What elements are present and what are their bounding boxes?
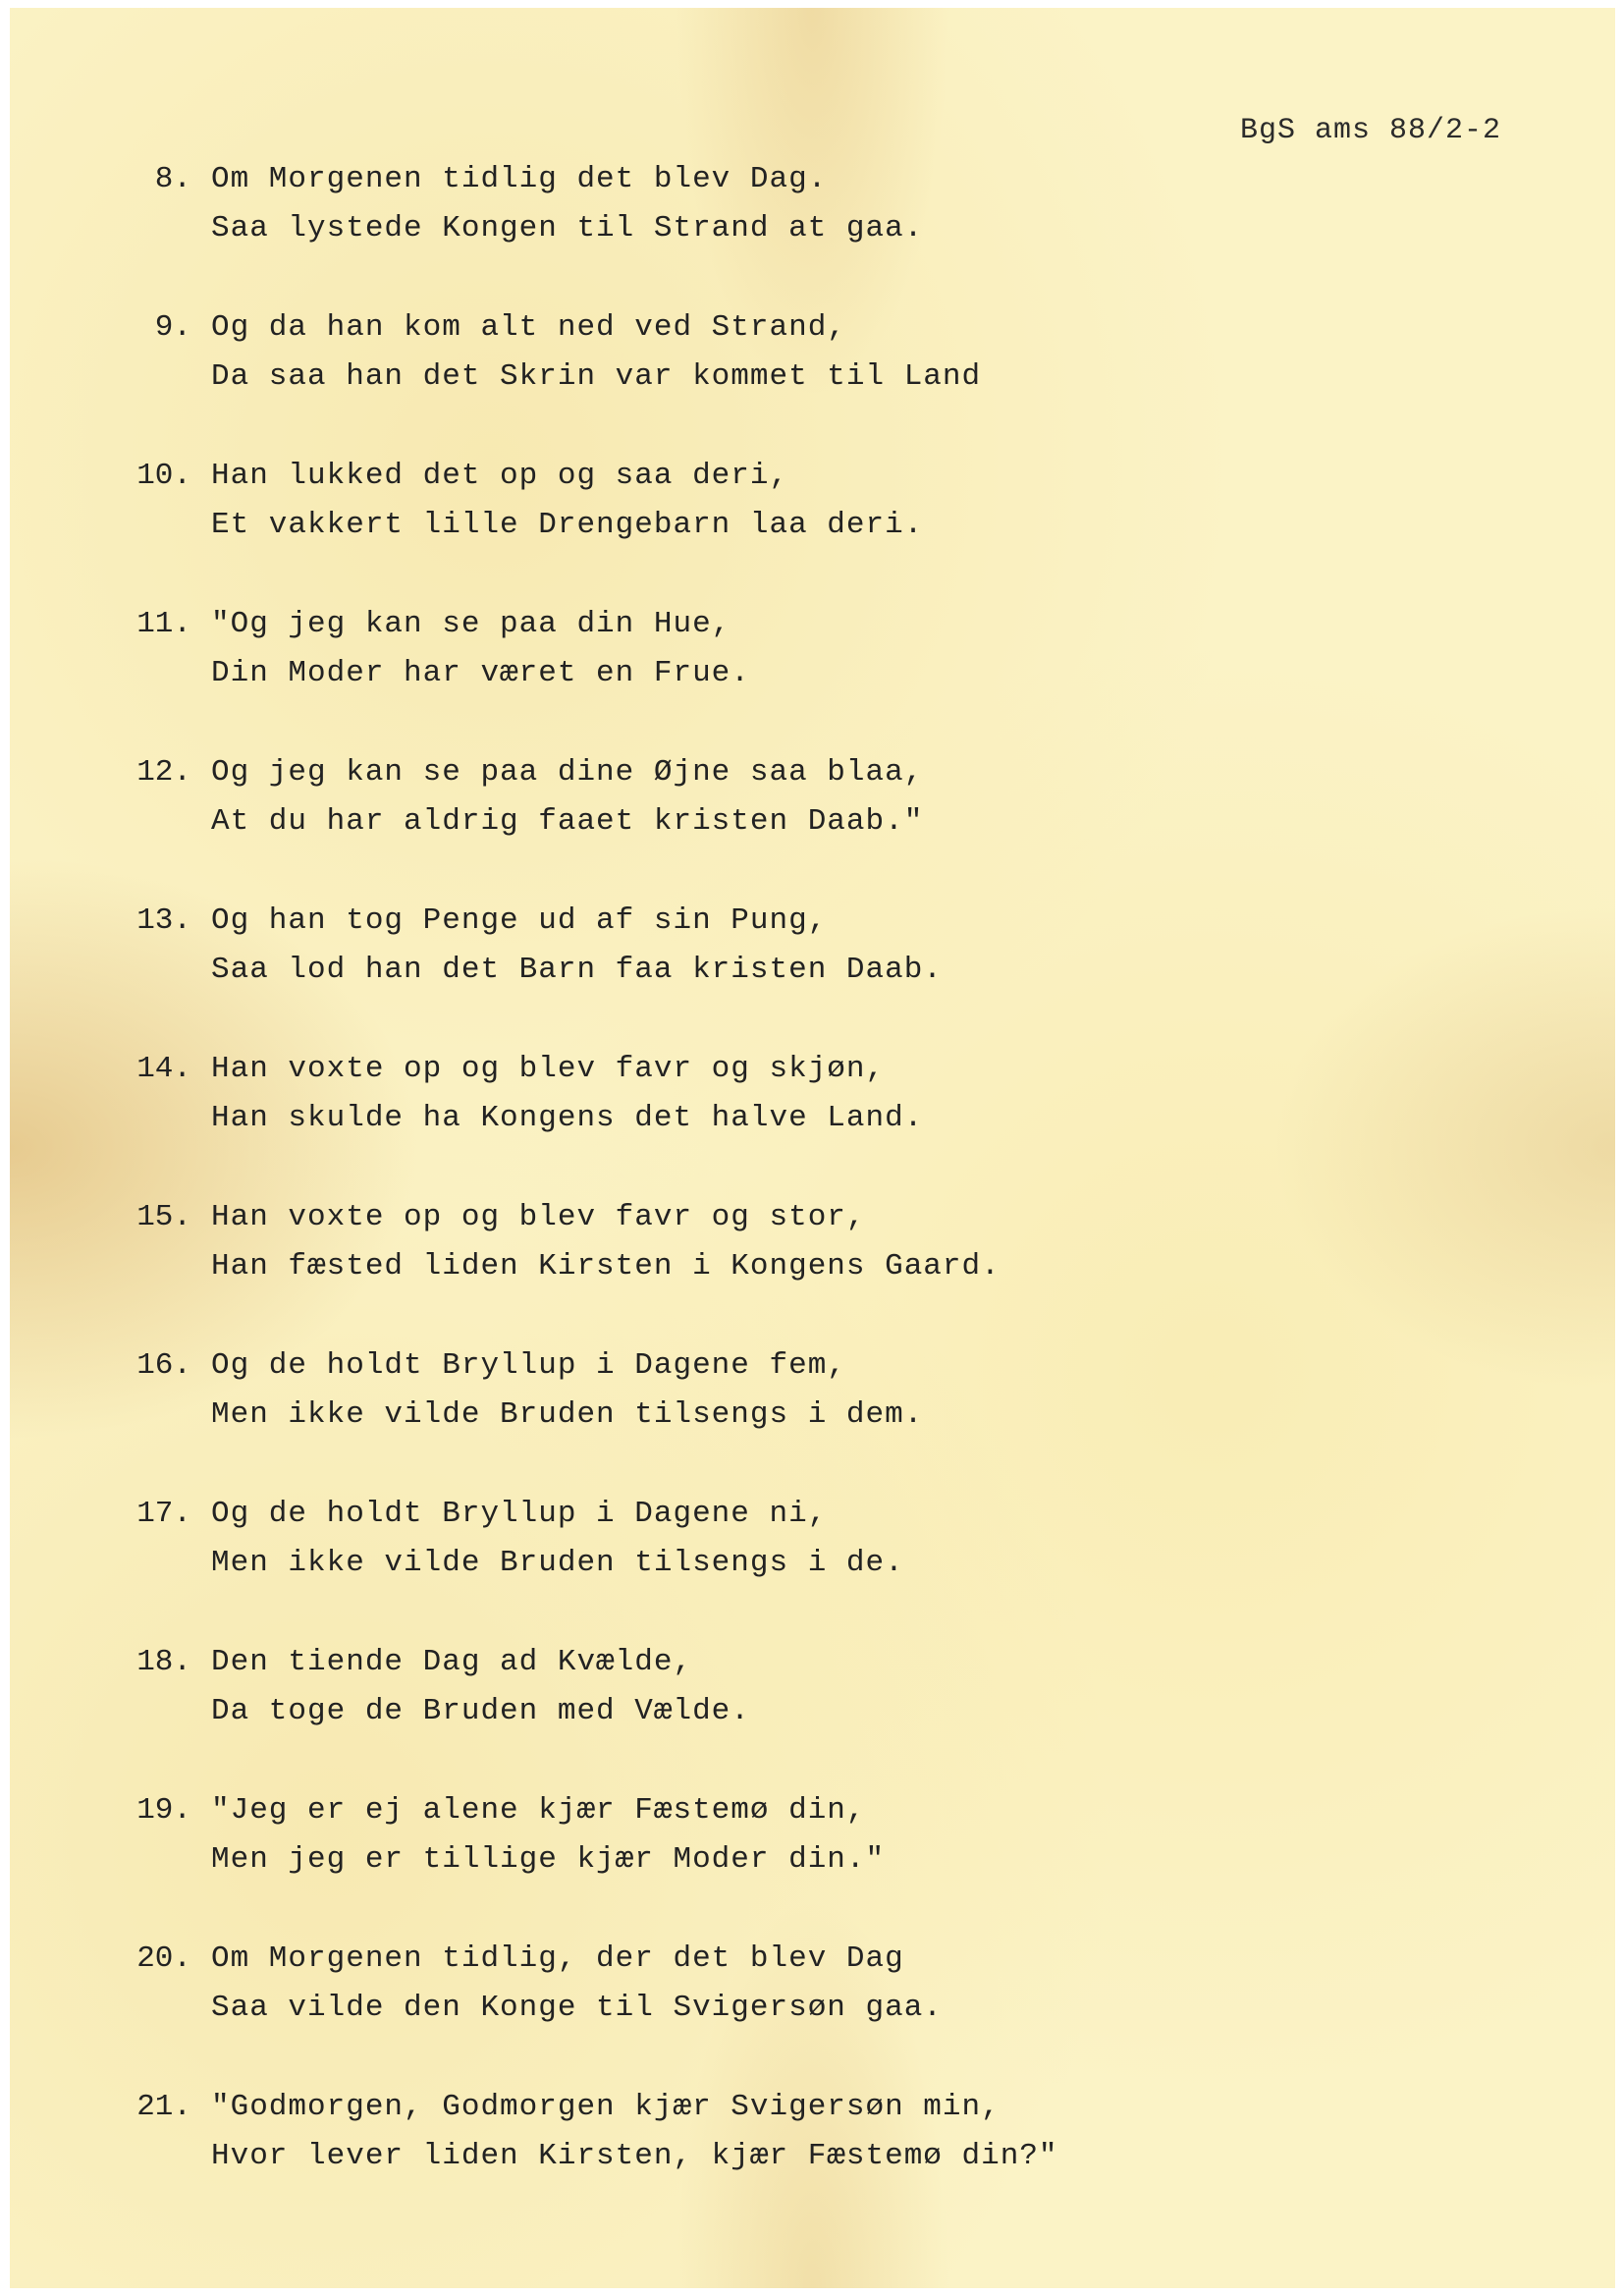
- verse-14: [10, 1045, 1615, 1193]
- verse-number: 10.: [136, 459, 191, 493]
- archive-reference: BgS ams 88/2-2: [1240, 114, 1502, 147]
- verse-line-2: Men ikke vilde Bruden tilsengs i de.: [211, 1546, 904, 1580]
- verse-10: [10, 452, 1615, 600]
- verse-line-1: Og de holdt Bryllup i Dagene fem,: [211, 1348, 846, 1383]
- verse-number: 11.: [136, 607, 191, 641]
- verse-line-2: Da saa han det Skrin var kommet til Land: [211, 359, 982, 394]
- verse-12: [10, 748, 1615, 897]
- verse-number: 12.: [136, 755, 191, 790]
- verse-line-1: Om Morgenen tidlig det blev Dag.: [211, 162, 828, 196]
- verse-13: [10, 897, 1615, 1045]
- verse-number: 16.: [136, 1348, 191, 1383]
- verse-number: 17.: [136, 1497, 191, 1531]
- verse-line-2: Saa lod han det Barn faa kristen Daab.: [211, 953, 943, 987]
- verse-line-1: Og han tog Penge ud af sin Pung,: [211, 903, 828, 938]
- verse-number: 19.: [136, 1793, 191, 1828]
- verse-line-2: Et vakkert lille Drengebarn laa deri.: [211, 508, 924, 542]
- verse-line-2: At du har aldrig faaet kristen Daab.": [211, 804, 924, 839]
- verse-line-2: Hvor lever liden Kirsten, kjær Fæstemø din?": [211, 2139, 1058, 2173]
- verse-number: 15.: [136, 1200, 191, 1234]
- verse-list: [10, 155, 1615, 2231]
- verse-line-2: Saa lystede Kongen til Strand at gaa.: [211, 211, 924, 246]
- verse-line-1: Om Morgenen tidlig, der det blev Dag: [211, 1941, 904, 1976]
- verse-line-2: Han fæsted liden Kirsten i Kongens Gaard.: [211, 1249, 1001, 1284]
- verse-line-2: Men jeg er tillige kjær Moder din.": [211, 1842, 886, 1877]
- verse-number: 20.: [136, 1941, 191, 1976]
- verse-line-1: Han voxte op og blev favr og skjøn,: [211, 1052, 886, 1086]
- verse-line-1: "Og jeg kan se paa din Hue,: [211, 607, 731, 641]
- verse-17: [10, 1490, 1615, 1638]
- verse-11: [10, 600, 1615, 748]
- verse-line-1: Og da han kom alt ned ved Strand,: [211, 310, 846, 345]
- verse-line-2: Da toge de Bruden med Vælde.: [211, 1694, 750, 1728]
- verse-line-1: Han voxte op og blev favr og stor,: [211, 1200, 866, 1234]
- verse-number: 21.: [136, 2090, 191, 2124]
- verse-line-2: Men ikke vilde Bruden tilsengs i dem.: [211, 1397, 924, 1432]
- verse-16: [10, 1341, 1615, 1490]
- verse-line-1: Han lukked det op og saa deri,: [211, 459, 789, 493]
- verse-line-1: Den tiende Dag ad Kvælde,: [211, 1645, 693, 1679]
- verse-number: 8.: [154, 162, 191, 196]
- verse-number: 14.: [136, 1052, 191, 1086]
- verse-9: [10, 303, 1615, 452]
- verse-line-2: Saa vilde den Konge til Svigersøn gaa.: [211, 1991, 943, 2025]
- verse-18: [10, 1638, 1615, 1786]
- verse-line-1: Og jeg kan se paa dine Øjne saa blaa,: [211, 755, 924, 790]
- verse-line-2: Han skulde ha Kongens det halve Land.: [211, 1101, 924, 1135]
- verse-8: [10, 155, 1615, 303]
- verse-number: 13.: [136, 903, 191, 938]
- verse-number: 18.: [136, 1645, 191, 1679]
- verse-number: 9.: [154, 310, 191, 345]
- verse-line-2: Din Moder har været en Frue.: [211, 656, 750, 690]
- verse-15: [10, 1193, 1615, 1341]
- verse-21: [10, 2083, 1615, 2231]
- verse-line-1: "Jeg er ej alene kjær Fæstemø din,: [211, 1793, 866, 1828]
- verse-20: [10, 1935, 1615, 2083]
- verse-19: [10, 1786, 1615, 1935]
- verse-line-1: Og de holdt Bryllup i Dagene ni,: [211, 1497, 828, 1531]
- verse-line-1: "Godmorgen, Godmorgen kjær Svigersøn min,: [211, 2090, 1001, 2124]
